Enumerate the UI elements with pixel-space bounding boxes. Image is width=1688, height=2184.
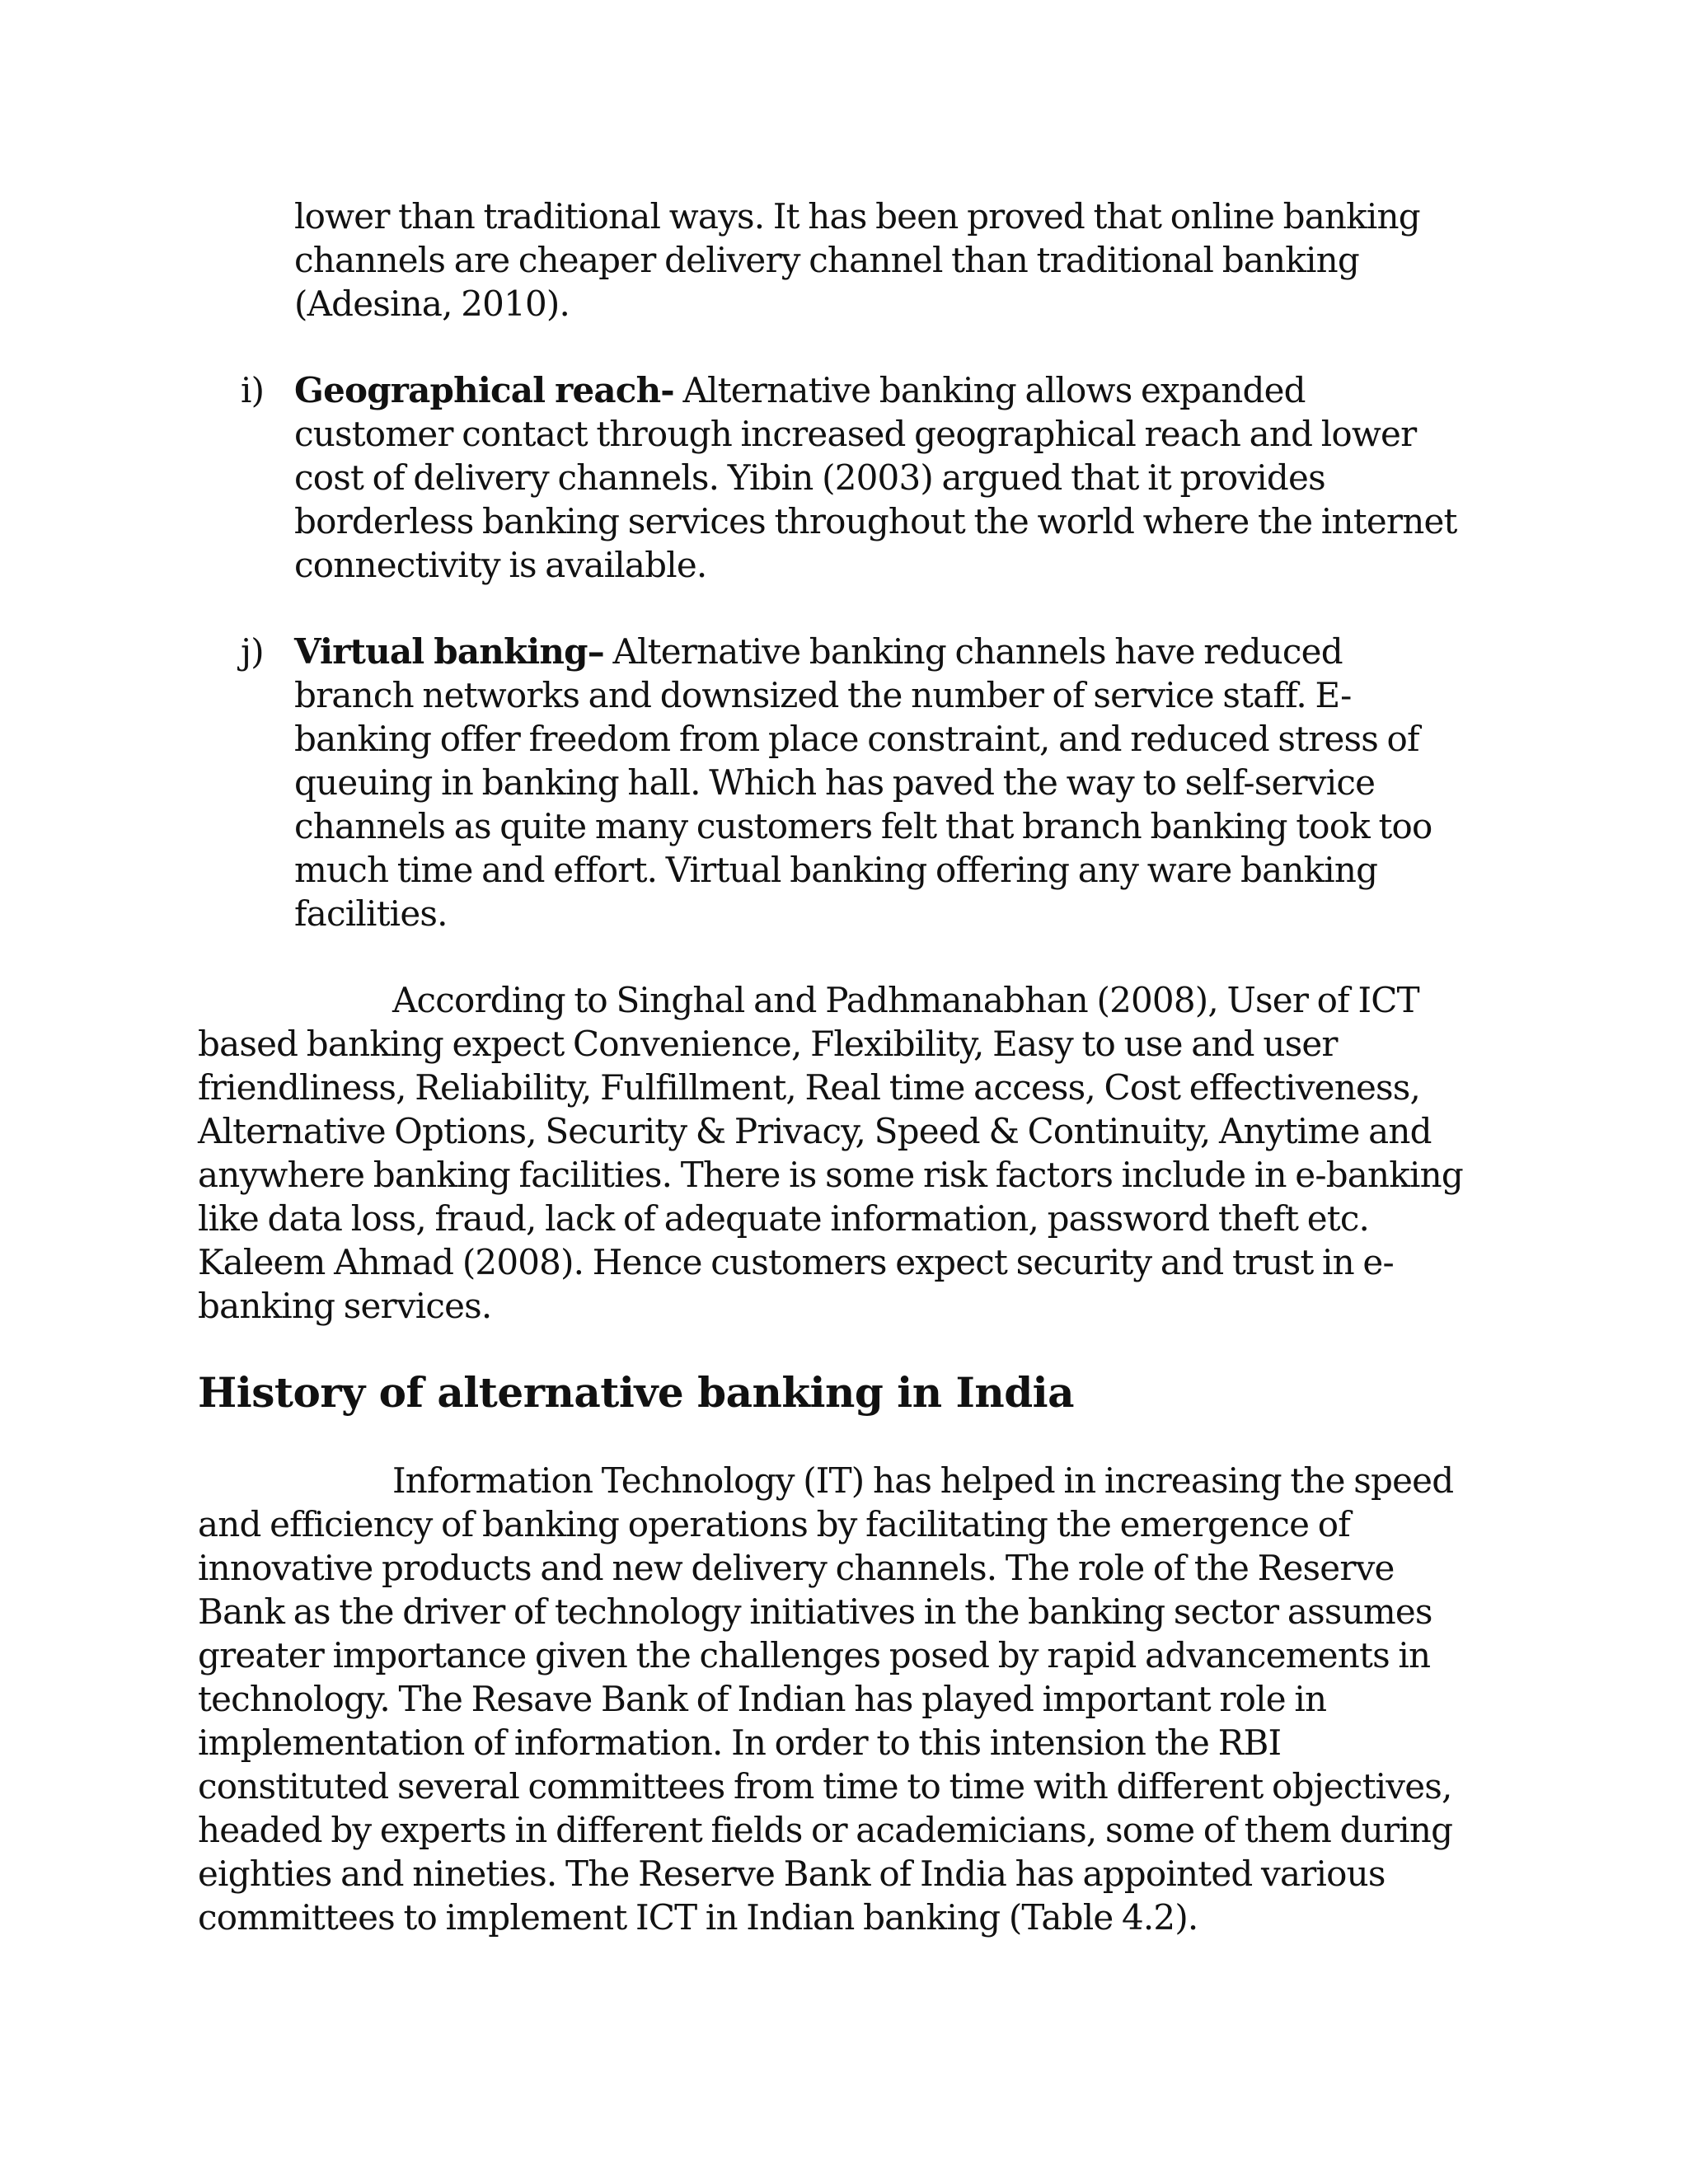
text-line: queuing in banking hall. Which has paved the way to self-service <box>294 762 1376 803</box>
text-line: borderless banking services throughout the world where the internet <box>294 501 1457 541</box>
paragraph-history <box>198 1459 1453 1939</box>
text-line: based banking expect Convenience, Flexibility, Easy to use and user <box>198 1024 1338 1064</box>
text-line: anywhere banking facilities. There is some risk factors include in e-banking <box>198 1155 1463 1195</box>
list-item-body <box>294 368 1457 587</box>
text-line <box>294 630 1432 673</box>
text-line <box>294 368 1457 412</box>
text-line: constituted several committees from time to time with different objectives, <box>198 1766 1452 1807</box>
text-line: cost of delivery channels. Yibin (2003) argued that it provides <box>294 457 1325 498</box>
text-line: committees to implement ICT in Indian banking (Table 4.2). <box>198 1897 1198 1938</box>
text-line: channels as quite many customers felt that branch banking took too <box>294 806 1432 846</box>
text-line: like data loss, fraud, lack of adequate information, password theft etc. <box>198 1198 1370 1239</box>
list-marker: j) <box>241 631 264 672</box>
text-line: friendliness, Reliability, Fulfillment, Real time access, Cost effectiveness, <box>198 1067 1421 1108</box>
section-heading: History of alternative banking in India <box>198 1368 1075 1417</box>
text-line: branch networks and downsized the number of service staff. E- <box>294 675 1352 715</box>
continuation-paragraph <box>294 194 1420 326</box>
text-line: headed by experts in different fields or academicians, some of them during <box>198 1810 1453 1850</box>
text-line: facilities. <box>294 893 448 934</box>
list-marker: i) <box>241 370 265 410</box>
text-line: eighties and nineties. The Reserve Bank of India has appointed various <box>198 1854 1386 1894</box>
text-line: customer contact through increased geographical reach and lower <box>294 414 1417 454</box>
text-line: implementation of information. In order to this intension the RBI <box>198 1722 1282 1763</box>
list-item-body <box>294 630 1432 935</box>
text-line: According to Singhal and Padhmanabhan (2008), User of ICT <box>392 980 1419 1020</box>
text-fragment: Alternative banking channels have reduced <box>603 631 1343 672</box>
text-line: innovative products and new delivery channels. The role of the Reserve <box>198 1548 1395 1588</box>
text-line: lower than traditional ways. It has been proved that online banking <box>294 196 1420 237</box>
text-line: banking offer freedom from place constraint, and reduced stress of <box>294 719 1419 759</box>
text-line: Information Technology (IT) has helped in increasing the speed <box>392 1460 1454 1501</box>
text-line: much time and effort. Virtual banking offering any ware banking <box>294 850 1378 890</box>
text-fragment: Alternative banking allows expanded <box>673 370 1306 410</box>
paragraph-user-expectations <box>198 978 1463 1328</box>
text-line: connectivity is available. <box>294 545 707 585</box>
text-line: greater importance given the challenges posed by rapid advancements in <box>198 1635 1431 1675</box>
text-line: Bank as the driver of technology initiatives in the banking sector assumes <box>198 1591 1432 1632</box>
text-line: channels are cheaper delivery channel than traditional banking <box>294 240 1359 280</box>
text-line: Kaleem Ahmad (2008). Hence customers expect security and trust in e- <box>198 1242 1394 1282</box>
text-line: banking services. <box>198 1286 492 1326</box>
list-term: Virtual banking– <box>294 631 604 672</box>
text-line: Alternative Options, Security & Privacy, Speed & Continuity, Anytime and <box>198 1111 1432 1151</box>
text-line: (Adesina, 2010). <box>294 284 570 324</box>
text-line: technology. The Resave Bank of Indian has played important role in <box>198 1679 1327 1719</box>
list-term: Geographical reach- <box>294 370 674 410</box>
text-line: and efficiency of banking operations by facilitating the emergence of <box>198 1504 1350 1544</box>
